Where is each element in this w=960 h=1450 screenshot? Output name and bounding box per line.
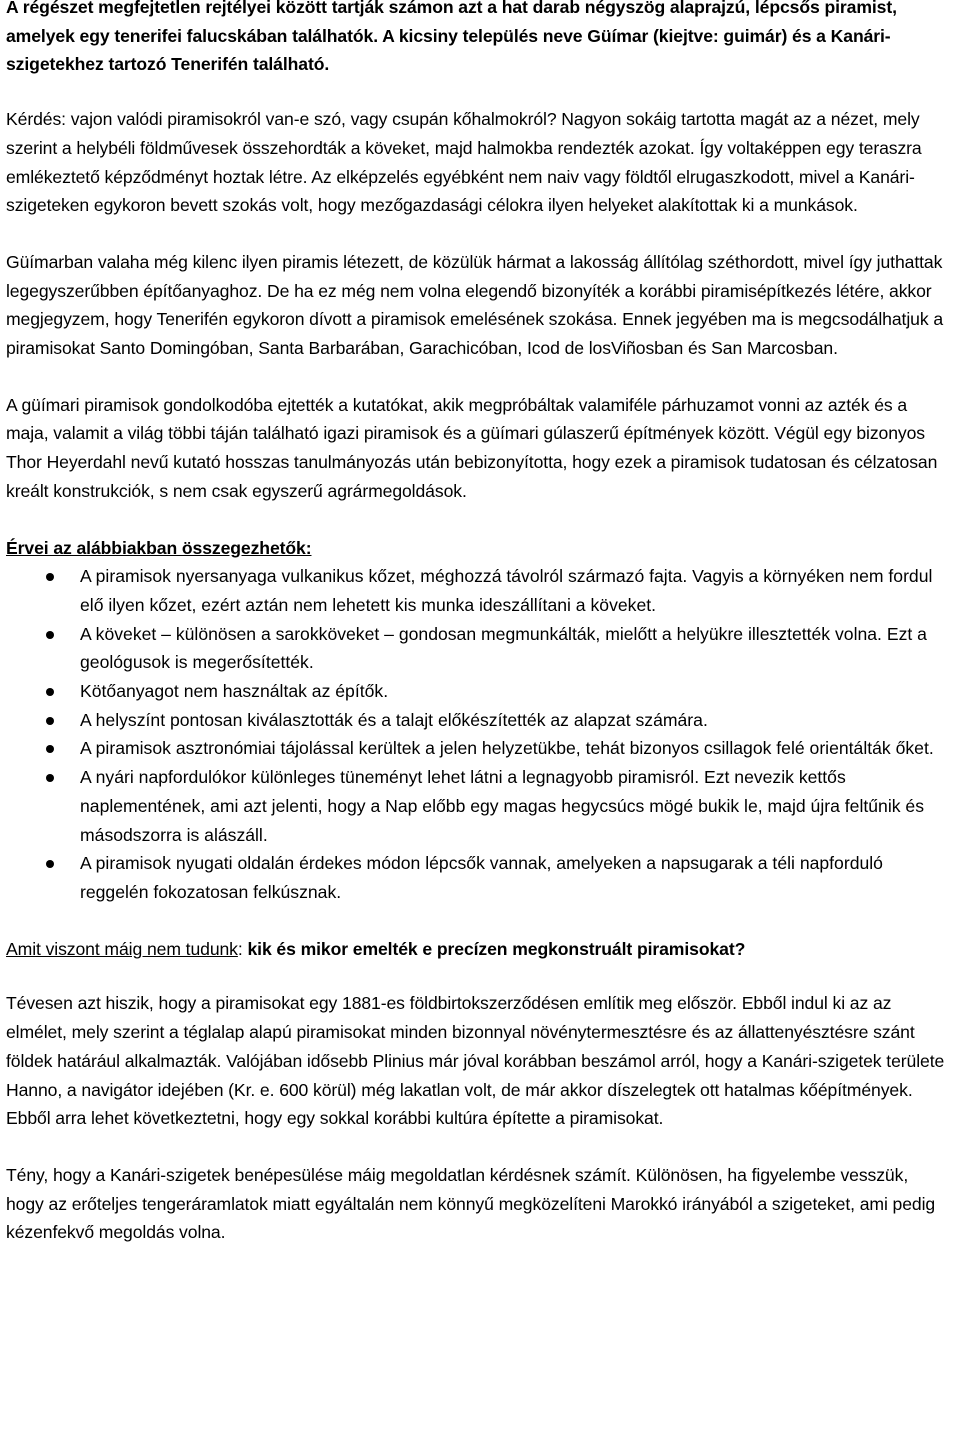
intro-paragraph	[6, 0, 950, 79]
fact-paragraph: Tény, hogy a Kanári-szigetek benépesülése máig megoldatlan kérdésnek számít. Különösen, ha figyelembe vesszük, hogy az erőteljes tengeráramlatok miatt egyáltalán nem könnyű megközelíteni Marokkó irányából a szigeteket, ami pedig kézenfekvő megoldás volna.	[6, 1164, 936, 1243]
bullet-icon	[46, 860, 54, 868]
intro-sentence-2: A kicsiny település neve Güímar (kiejtve: guimár) és a Kanári-szigetekhez tartozó Tenerifén található.	[6, 25, 891, 75]
unknown-question: kik és mikor emelték e precízen megkonstruált piramisokat?	[247, 938, 746, 959]
research-paragraph: A güímari piramisok gondolkodóba ejtették a kutatókat, akik megpróbáltak valamiféle párhuzamot vonni az azték és a maja, valamit a világ többi táján található igazi piramisok és a güímari gúlaszerű építmények között. Végül egy bizonyos Thor Heyerdahl nevű kutató hosszas tanulmányozás után bebizonyította, hogy ezek a piramisok tudatosan és célzatosan kreált konstrukciók, s nem csak egyszerű agrármegoldások.	[6, 394, 938, 501]
bullet-icon	[46, 688, 54, 696]
list-item: A nyári napfordulókor különleges tüneményt lehet látni a legnagyobb piramisról. Ezt nevezik kettős naplementének, ami azt jelenti, hogy a Nap előbb egy magas hegycsúcs mögé bukik le, majd újra feltűnik és másodszorra is alászáll.	[6, 763, 950, 849]
intro-sentence-1: A régészet megfejtetlen rejtélyei között tartják számon azt a hat darab négyszög alaprajzú, lépcsős piramist, amelyek egy tenerifei falucskában találhatók.	[6, 0, 897, 46]
bullet-icon	[46, 573, 54, 581]
answer-text-2: Így voltaképpen egy teraszra emlékeztető képződményt hoztak létre.	[6, 137, 922, 187]
arguments-list	[6, 562, 950, 906]
list-item: Kötőanyagot nem használtak az építők.	[6, 677, 950, 706]
bullet-icon	[46, 631, 54, 639]
bullet-icon	[46, 745, 54, 753]
question-paragraph	[6, 105, 950, 220]
bullet-icon	[46, 717, 54, 725]
guimar-paragraph: Güímarban valaha még kilenc ilyen piramis létezett, de közülük hármat a lakosság állítólag széthordott, mivel így juthattak legegyszerűbben építőanyaghoz. De ha ez még nem volna elegendő bizonyíték a korábbi piramisépítkezés létére, akkor megjegyzem, hogy Tenerifén egykoron dívott a piramisok emelésének szokása. Ennek jegyében ma is megcsodálhatjuk a piramisokat Santo Domingóban, Santa Barbarában, Garachicóban, Icod de losViñosban és San Marcosban.	[6, 251, 944, 359]
list-item: A piramisok nyugati oldalán érdekes módon lépcsők vannak, amelyeken a napsugarak a téli napforduló reggelén fokozatosan felkúsznak.	[6, 849, 950, 906]
unknown-colon: :	[237, 938, 248, 959]
list-item: A helyszínt pontosan kiválasztották és a talajt előkészítették az alapzat számára.	[6, 706, 950, 735]
unknown-paragraph	[6, 935, 950, 964]
unknown-label: Amit viszont máig nem tudunk	[6, 938, 238, 959]
list-item: A köveket – különösen a sarokköveket – gondosan megmunkálták, mielőtt a helyükre illesztették volna. Ezt a geológusok is megerősítették.	[6, 620, 950, 677]
question-text: Kérdés: vajon valódi piramisokról van-e szó, vagy csupán kőhalmokról?	[6, 109, 557, 130]
answer-text-3: Az elképzelés egyébként nem naiv vagy földtől elrugaszkodott, mivel a Kanári-szigeteken egykoron bevett szokás volt, hogy mezőgazdasági célokra ilyen helyeket alakítottak ki a munkások.	[6, 166, 915, 216]
history-paragraph: Tévesen azt hiszik, hogy a piramisokat egy 1881-es földbirtokszerződésen említik meg először. Ebből indul ki az az elmélet, mely szerint a téglalap alapú piramisokat minden bizonnyal növénytermesztésre és az állattenyésztésre szánt földek határául alkalmazták. Valójában idősebb Plinius már jóval korábban beszámol arról, hogy a Kanári-szigetek területe Hanno, a navigátor idejében (Kr. e. 600 körül) még lakatlan volt, de már akkor díszelegtek ott hatalmas kőépítmények. Ebből arra lehet következtetni, hogy egy sokkal korábbi kultúra építette a piramisokat.	[6, 993, 945, 1129]
bullet-icon	[46, 774, 54, 782]
list-item: A piramisok asztronómiai tájolással kerültek a jelen helyzetükbe, tehát bizonyos csillagok felé orientálták őket.	[6, 734, 950, 763]
answer-text-1: Nagyon sokáig tartotta magát az a nézet, mely szerint a helybéli földművesek összehordták a köveket, majd halmokba rendezték azokat.	[6, 109, 920, 158]
list-item: A piramisok nyersanyaga vulkanikus kőzet, méghozzá távolról származó fajta. Vagyis a környéken nem fordul elő ilyen kőzet, ezért aztán nem lehetett kis munka ideszállítani a köveket.	[6, 562, 950, 619]
arguments-heading: Érvei az alábbiakban összegezhetők:	[6, 537, 312, 558]
